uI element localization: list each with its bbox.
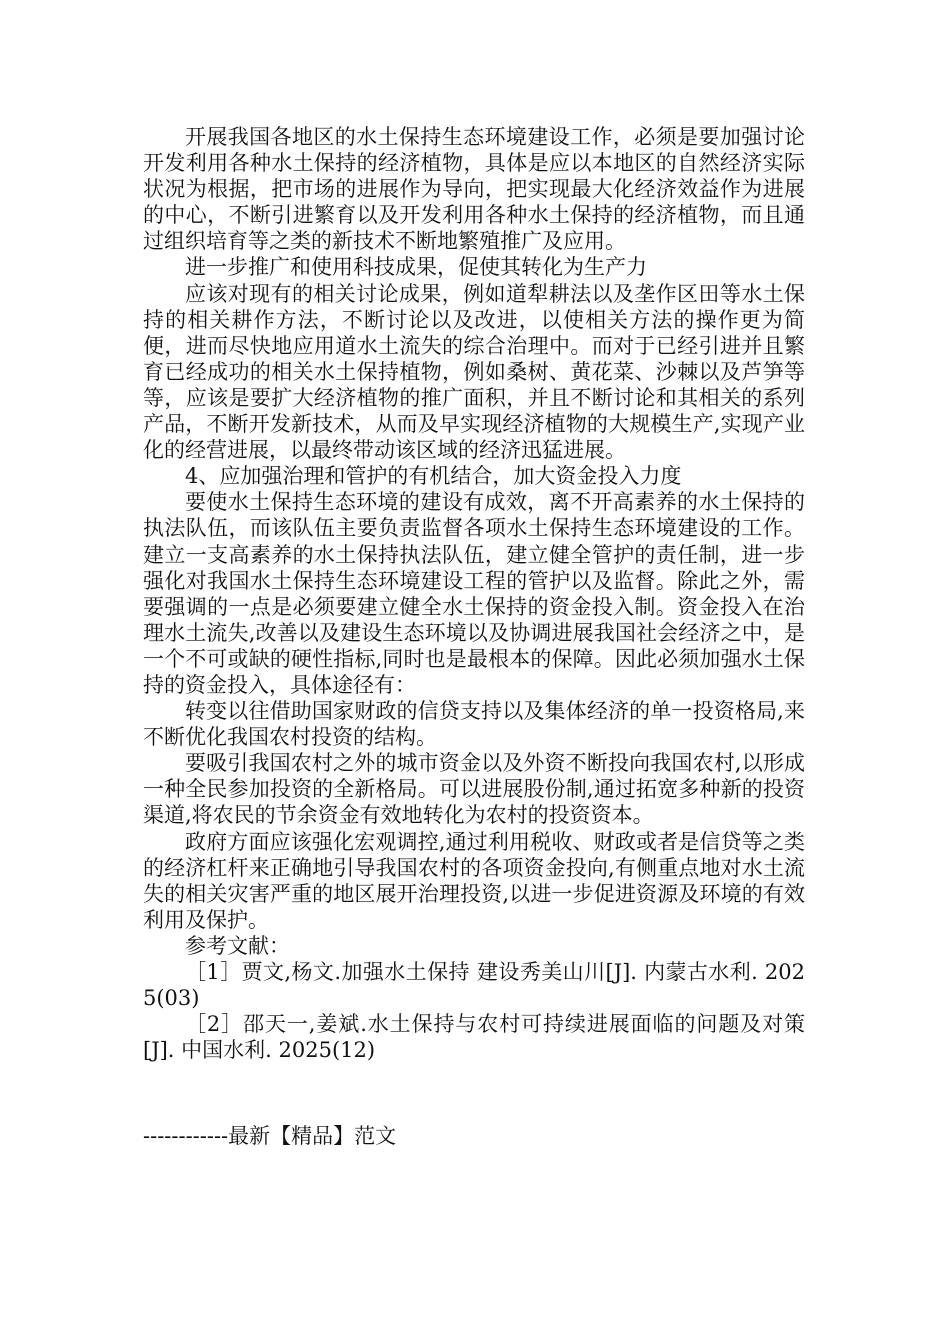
reference-item-1: ［1］贾文,杨文.加强水土保持 建设秀美山川[J]. 内蒙古水利. 2025(03) (143, 960, 805, 1011)
paragraph-heading-section-4: 4、应加强治理和管护的有机结合，加大资金投入力度 (185, 464, 682, 489)
paragraph-investment-structure: 转变以往借助国家财政的信贷支持以及集体经济的单一投资格局,来不断优化我国农村投资的结构。 (143, 699, 805, 750)
footer-tagline: ------------最新【精品】范文 (143, 1124, 397, 1148)
paragraph-macro-control: 政府方面应该强化宏观调控,通过利用税收、财政或者是信贷等之类的经济杠杆来正确地引导我国农村的各项资金投向,有侧重点地对水土流失的相关灾害严重的地区展开治理投资,以进一步促进资源及环境的有效利用及保护。 (143, 829, 805, 932)
paragraph-economic-plants: 开展我国各地区的水土保持生态环境建设工作，必须是要加强讨论开发利用各种水土保持的经济植物，具体是应以本地区的自然经济实际状况为根据，把市场的进展作为导向，把实现最大化经济效益作为进展的中心，不断引进繁育以及开发利用各种水土保持的经济植物，而且通过组织培育等之类的新技术不断地繁殖推广及应用。 (143, 125, 805, 254)
paragraph-heading-tech-results: 进一步推广和使用科技成果，促使其转化为生产力 (185, 255, 647, 280)
paragraph-research-results: 应该对现有的相关讨论成果，例如道犁耕法以及垄作区田等水土保持的相关耕作方法，不断讨论以及改进，以使相关方法的操作更为简便，进而尽快地应用道水土流失的综合治理中。而对于已经引进并且繁育已经成功的相关水土保持植物，例如桑树、黄花菜、沙棘以及芦笋等等，应该是要扩大经济植物的推广面积，并且不断讨论和其相关的系列产品，不断开发新技术，从而及早实现经济植物的大规模生产,实现产业化的经营进展，以最终带动该区域的经济迅猛进展。 (143, 281, 805, 463)
references-heading: 参考文献： (185, 933, 290, 958)
paragraph-attract-capital: 要吸引我国农村之外的城市资金以及外资不断投向我国农村,以形成一种全民参加投资的全新格局。可以进展股份制,通过拓宽多种新的投资渠道,将农民的节余资金有效地转化为农村的投资资本。 (143, 751, 805, 828)
reference-item-2: ［2］邵天一,姜斌.水土保持与农村可持续进展面临的问题及对策[J]. 中国水利. 2025(12) (143, 1012, 805, 1063)
document-body (143, 124, 805, 1063)
paragraph-enforcement-team: 要使水土保持生态环境的建设有成效，离不开高素养的水土保持的执法队伍，而该队伍主要负责监督各项水土保持生态环境建设的工作。建立一支高素养的水土保持执法队伍，建立健全管护的责任制，进一步强化对我国水土保持生态环境建设工程的管护以及监督。除此之外，需要强调的一点是必须要建立健全水土保持的资金投入制。资金投入在治理水土流失,改善以及建设生态环境以及协调进展我国社会经济之中，是一个不可或缺的硬性指标,同时也是最根本的保障。因此必须加强水土保持的资金投入，具体途径有： (143, 490, 805, 697)
